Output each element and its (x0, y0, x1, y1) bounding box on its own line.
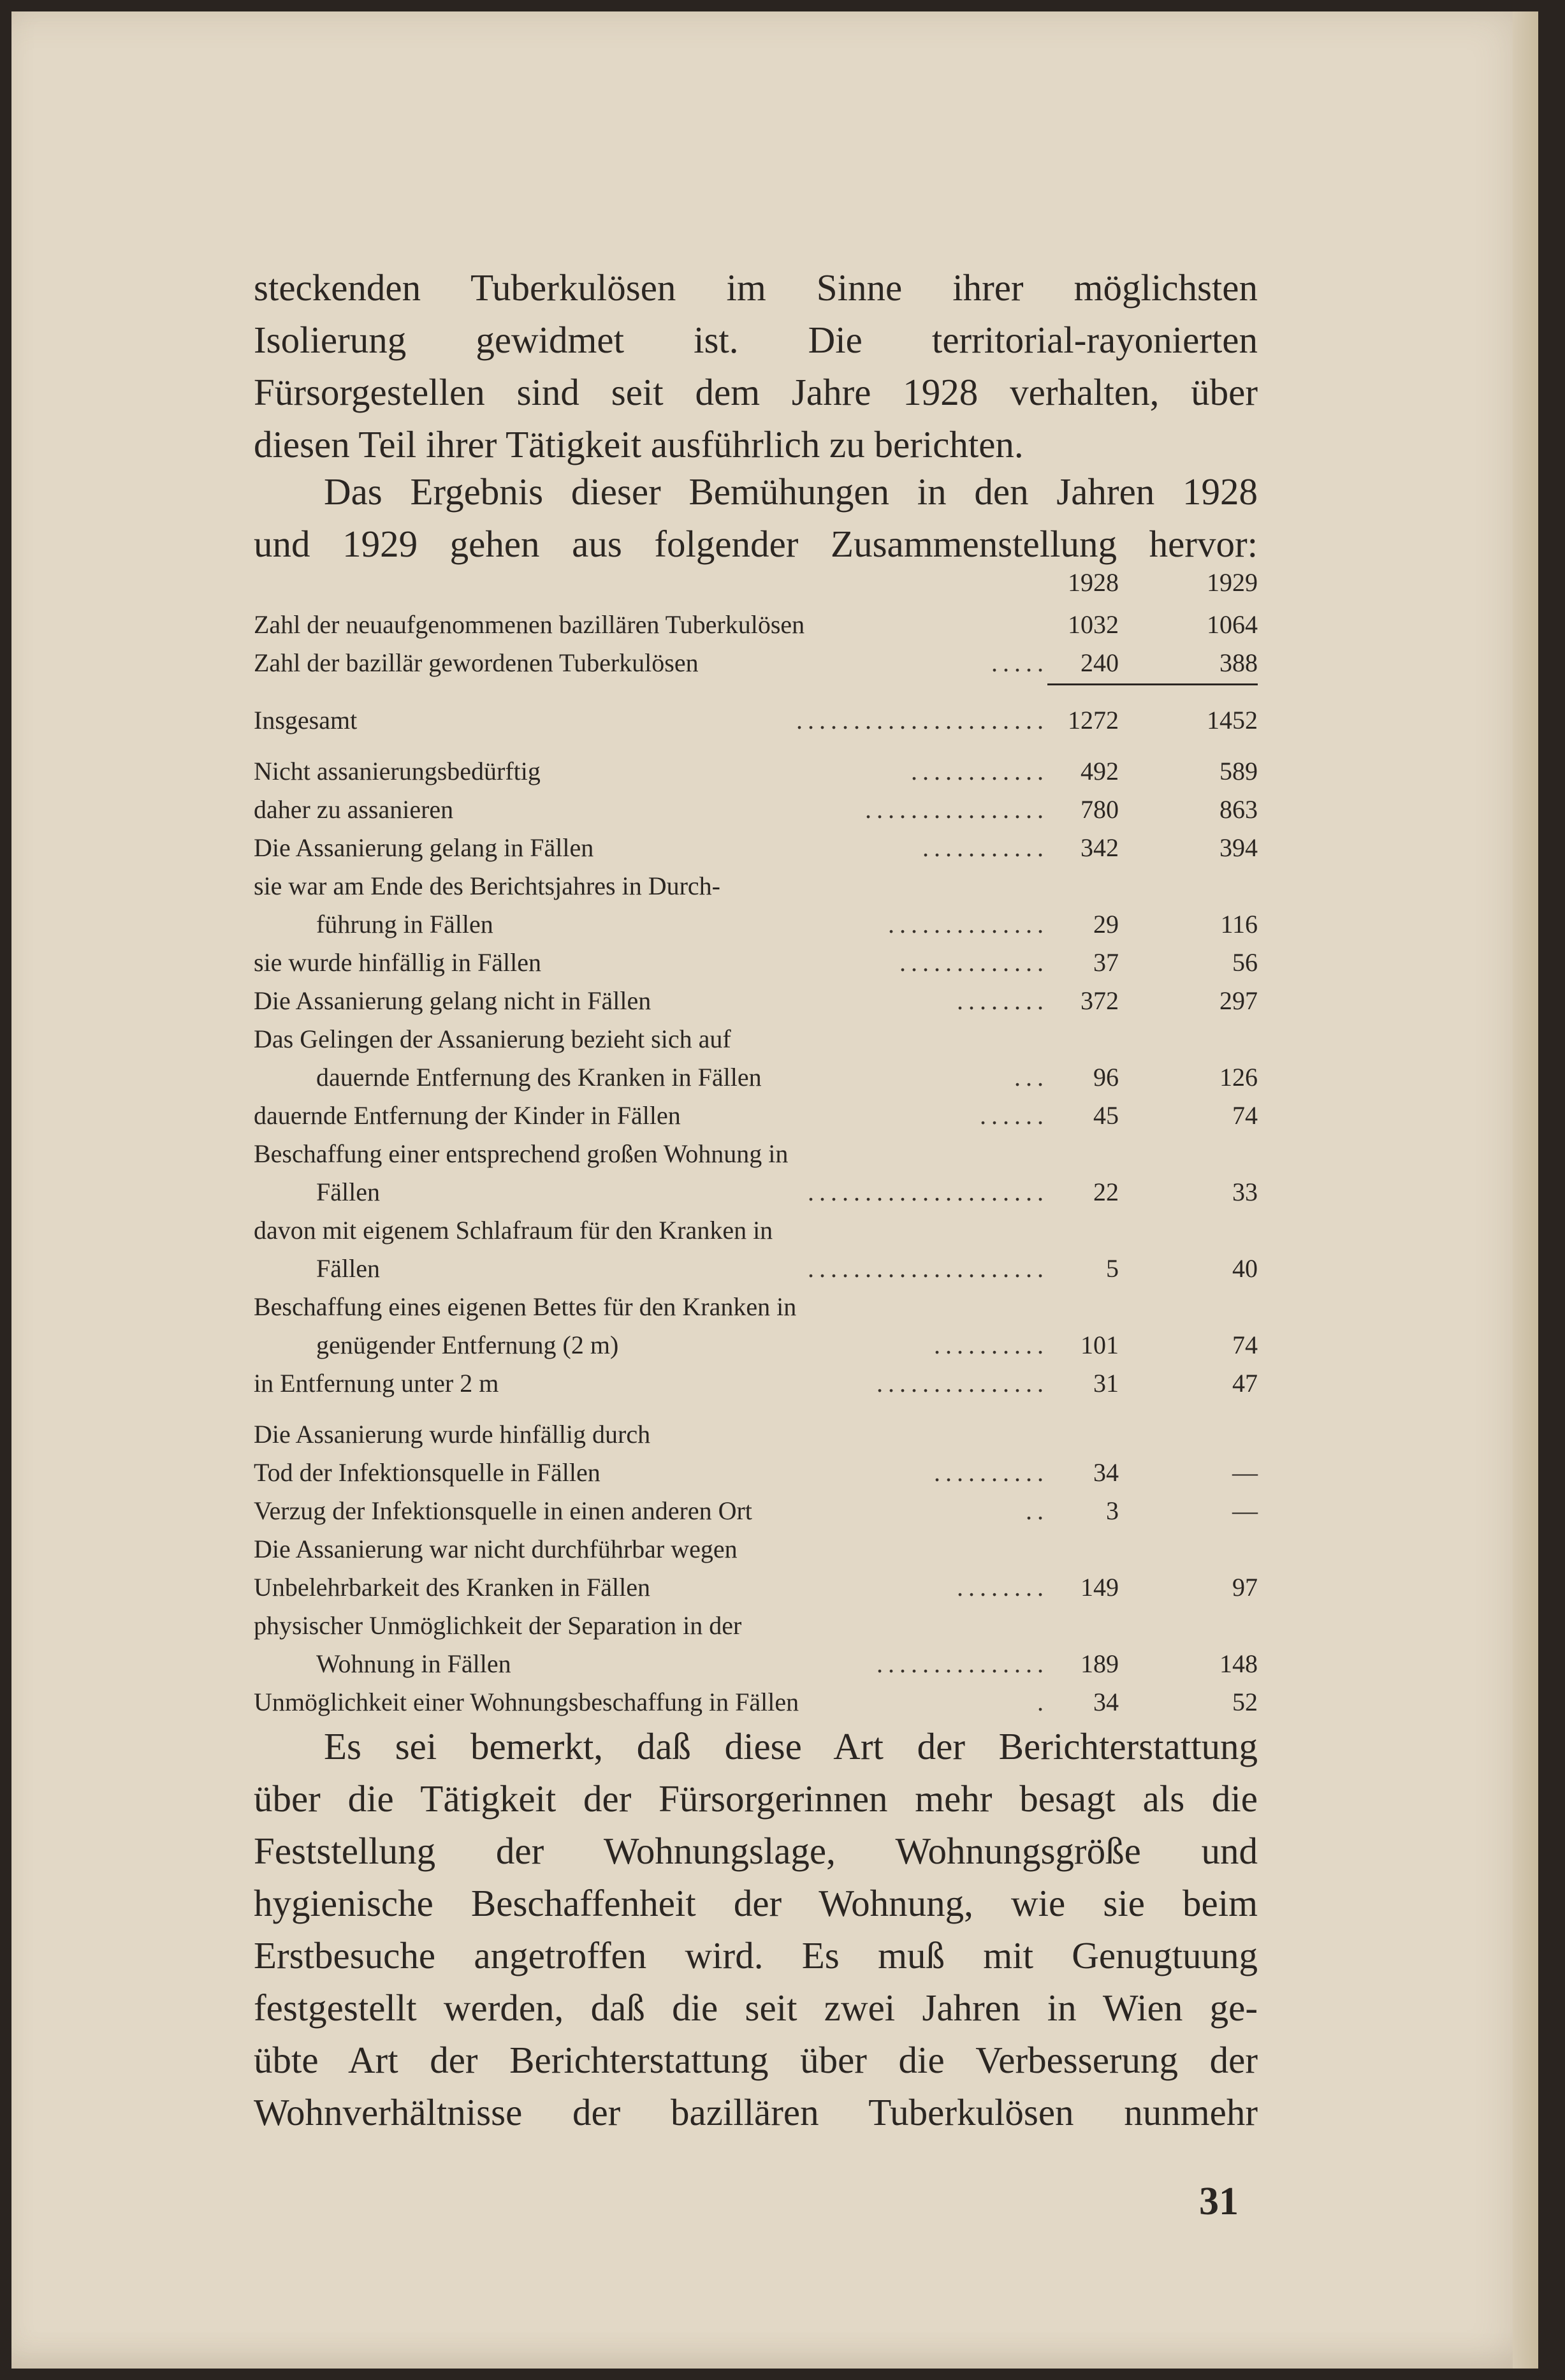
table-row (254, 752, 1258, 791)
table-header (254, 567, 1258, 606)
table-row (254, 1288, 1258, 1326)
leader-dots: ...... (980, 1101, 1049, 1130)
value-1929: 126 (1219, 1063, 1258, 1091)
row-label: Zahl der neuaufgenommenen bazillären Tuberkulösen (254, 610, 805, 639)
row-label: Verzug der Infektionsquelle in einen anderen Ort (254, 1496, 752, 1525)
leader-dots: ................ (865, 795, 1049, 824)
table-row (254, 1415, 1258, 1454)
text-line: Isolierung gewidmet ist. Die territorial-rayonierten (254, 319, 1258, 361)
statistics-table (254, 567, 1258, 1721)
value-1929: 1064 (1207, 610, 1258, 639)
row-label: Insgesamt (254, 706, 358, 734)
value-1928: 342 (1081, 833, 1119, 862)
table-row (254, 606, 1258, 644)
value-1929: 33 (1232, 1178, 1258, 1206)
value-1928: 5 (1106, 1254, 1119, 1283)
leader-dots: ..... (991, 648, 1049, 677)
row-label: Die Assanierung war nicht durchführbar wegen (254, 1535, 738, 1563)
value-1929: 74 (1232, 1331, 1258, 1359)
paragraph-1 (254, 261, 1258, 471)
value-1928: 492 (1081, 757, 1119, 785)
value-1929: 47 (1232, 1369, 1258, 1398)
year-1929-header: 1929 (1207, 568, 1258, 597)
sum-rule (1047, 683, 1258, 685)
table-row (254, 701, 1258, 740)
value-1928: 96 (1093, 1063, 1119, 1091)
text-line: festgestellt werden, daß die seit zwei Jahren in Wien ge- (254, 1987, 1258, 2029)
row-label: führung in Fällen (316, 910, 493, 938)
table-row (254, 829, 1258, 867)
leader-dots: ............... (877, 1369, 1049, 1398)
row-label: daher zu assanieren (254, 795, 454, 824)
value-1928: 37 (1093, 948, 1119, 977)
table-row (254, 1645, 1258, 1683)
leader-dots: .. (1026, 1496, 1049, 1525)
value-1928: 189 (1081, 1649, 1119, 1678)
row-label: physischer Unmöglichkeit der Separation in der (254, 1611, 742, 1640)
leader-dots: ...................... (796, 706, 1049, 734)
text-line: Das Ergebnis dieser Bemühungen in den Jahren 1928 (324, 471, 1258, 513)
book-page (11, 11, 1538, 2369)
text-line: und 1929 gehen aus folgender Zusammenstellung hervor: (254, 523, 1258, 565)
paragraph-2 (254, 465, 1258, 570)
table-row (254, 944, 1258, 982)
value-1928: 101 (1081, 1331, 1119, 1359)
value-1928: 31 (1093, 1369, 1119, 1398)
table-row (254, 1173, 1258, 1211)
row-label: Wohnung in Fällen (316, 1649, 511, 1678)
value-1929: 97 (1232, 1573, 1258, 1602)
year-1928-header: 1928 (1068, 568, 1119, 597)
value-1929: 388 (1219, 648, 1258, 677)
row-label: genügender Entfernung (2 m) (316, 1331, 619, 1359)
row-label: Nicht assanierungsbedürftig (254, 757, 541, 785)
paragraph-3 (254, 1720, 1258, 2138)
page-number: 31 (1199, 2180, 1239, 2223)
table-row (254, 905, 1258, 944)
table-row (254, 1135, 1258, 1173)
table-row (254, 867, 1258, 905)
table-row (254, 1492, 1258, 1530)
value-1928: 1272 (1068, 706, 1119, 734)
leader-dots: ........ (957, 1573, 1049, 1602)
row-label: Zahl der bazillär gewordenen Tuberkulösen (254, 648, 699, 677)
table-row (254, 1097, 1258, 1135)
row-label: in Entfernung unter 2 m (254, 1369, 499, 1398)
value-1929: 1452 (1207, 706, 1258, 734)
leader-dots: .............. (888, 910, 1049, 938)
value-1929: 589 (1219, 757, 1258, 785)
value-1929: 148 (1219, 1649, 1258, 1678)
table-rows (254, 606, 1258, 1721)
text-line: hygienische Beschaffenheit der Wohnung, wie sie beim (254, 1882, 1258, 1924)
value-1929: 863 (1219, 795, 1258, 824)
text-line: Fürsorgestellen sind seit dem Jahre 1928 verhalten, über (254, 371, 1258, 413)
row-label: Unmöglichkeit einer Wohnungsbeschaffung in Fällen (254, 1688, 799, 1716)
value-1929: 52 (1232, 1688, 1258, 1716)
leader-dots: ........ (957, 986, 1049, 1015)
row-label: Beschaffung eines eigenen Bettes für den Kranken in (254, 1292, 797, 1321)
table-row (254, 982, 1258, 1020)
value-1929: 40 (1232, 1254, 1258, 1283)
leader-dots: ............. (899, 948, 1049, 977)
value-1929: 74 (1232, 1101, 1258, 1130)
leader-dots: ............ (911, 757, 1049, 785)
value-1929: — (1232, 1496, 1258, 1525)
value-1929: 394 (1219, 833, 1258, 862)
row-label: Beschaffung einer entsprechend großen Wohnung in (254, 1139, 789, 1168)
row-label: Fällen (316, 1254, 380, 1283)
text-line: über die Tätigkeit der Fürsorgerinnen mehr besagt als die (254, 1778, 1258, 1820)
value-1928: 29 (1093, 910, 1119, 938)
value-1929: 297 (1219, 986, 1258, 1015)
text-line: diesen Teil ihrer Tätigkeit ausführlich zu berichten. (254, 423, 1024, 465)
page-edge (1513, 11, 1538, 2369)
row-label: davon mit eigenem Schlafraum für den Kranken in (254, 1216, 773, 1245)
text-line: steckenden Tuberkulösen im Sinne ihrer möglichsten (254, 266, 1258, 309)
row-label: Fällen (316, 1178, 380, 1206)
table-row (254, 644, 1258, 682)
value-1928: 34 (1093, 1458, 1119, 1487)
row-label: dauernde Entfernung des Kranken in Fällen (316, 1063, 762, 1091)
table-row (254, 1454, 1258, 1492)
value-1928: 1032 (1068, 610, 1119, 639)
text-line: Wohnverhältnisse der bazillären Tuberkulösen nunmehr (254, 2091, 1258, 2133)
leader-dots: ........... (922, 833, 1049, 862)
table-row (254, 1058, 1258, 1097)
leader-dots: ... (1014, 1063, 1049, 1091)
text-line: Feststellung der Wohnungslage, Wohnungsgröße und (254, 1830, 1258, 1872)
leader-dots: .......... (934, 1458, 1049, 1487)
value-1929: 116 (1220, 910, 1258, 938)
value-1928: 372 (1081, 986, 1119, 1015)
row-label: Die Assanierung gelang nicht in Fällen (254, 986, 651, 1015)
table-row (254, 1326, 1258, 1364)
value-1928: 240 (1081, 648, 1119, 677)
leader-dots: ..................... (808, 1254, 1049, 1283)
leader-dots: ............... (877, 1649, 1049, 1678)
table-row (254, 1250, 1258, 1288)
value-1928: 22 (1093, 1178, 1119, 1206)
table-row (254, 1683, 1258, 1721)
row-label: Tod der Infektionsquelle in Fällen (254, 1458, 601, 1487)
text-line: Erstbesuche angetroffen wird. Es muß mit Genugtuung (254, 1934, 1258, 1976)
table-row (254, 1364, 1258, 1403)
value-1928: 149 (1081, 1573, 1119, 1602)
value-1929: — (1232, 1458, 1258, 1487)
table-row (254, 1607, 1258, 1645)
leader-dots: . (1037, 1688, 1049, 1716)
table-row (254, 791, 1258, 829)
row-label: Das Gelingen der Assanierung bezieht sich auf (254, 1025, 731, 1053)
row-label: Die Assanierung gelang in Fällen (254, 833, 594, 862)
value-1929: 56 (1232, 948, 1258, 977)
row-label: Unbelehrbarkeit des Kranken in Fällen (254, 1573, 651, 1602)
table-row (254, 1530, 1258, 1568)
value-1928: 780 (1081, 795, 1119, 824)
leader-dots: .......... (934, 1331, 1049, 1359)
value-1928: 3 (1106, 1496, 1119, 1525)
row-label: Die Assanierung wurde hinfällig durch (254, 1420, 651, 1449)
row-label: dauernde Entfernung der Kinder in Fällen (254, 1101, 681, 1130)
text-line: übte Art der Berichterstattung über die Verbesserung der (254, 2039, 1258, 2081)
row-label: sie wurde hinfällig in Fällen (254, 948, 542, 977)
table-row (254, 1020, 1258, 1058)
value-1928: 34 (1093, 1688, 1119, 1716)
table-row (254, 1211, 1258, 1250)
text-line: Es sei bemerkt, daß diese Art der Berichterstattung (324, 1725, 1258, 1767)
leader-dots: ..................... (808, 1178, 1049, 1206)
row-label: sie war am Ende des Berichtsjahres in Durch- (254, 872, 720, 900)
table-row (254, 1568, 1258, 1607)
value-1928: 45 (1093, 1101, 1119, 1130)
